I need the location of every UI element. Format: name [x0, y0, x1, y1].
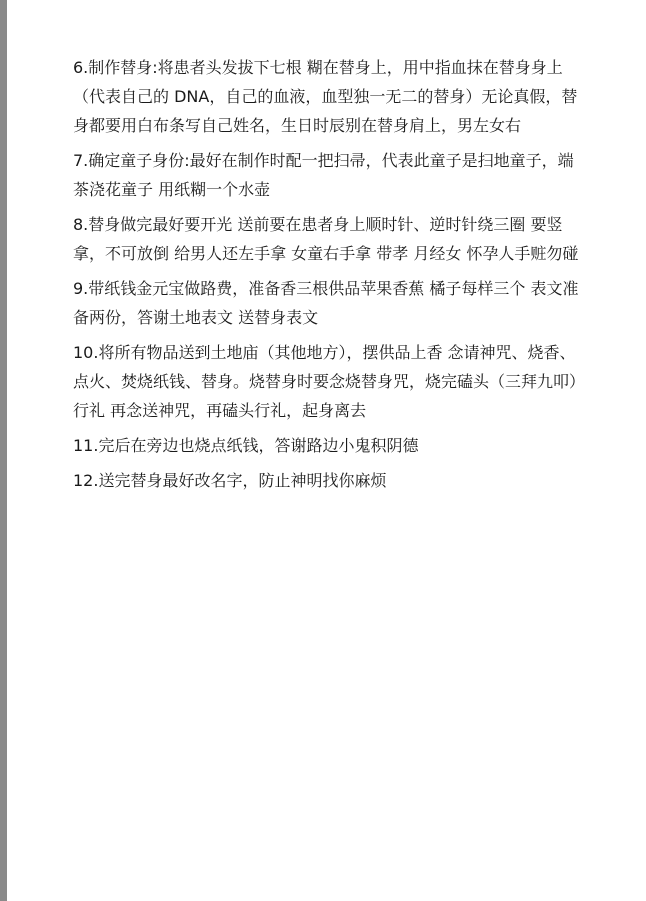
step-12-paragraph: 12.送完替身最好改名字，防止神明找你麻烦	[73, 471, 387, 490]
step-7-paragraph: 7.确定童子身份:最好在制作时配一把扫帚，代表此童子是扫地童子，端茶浇花童子 用纸糊一个水壶	[73, 151, 574, 199]
document-page	[7, 0, 646, 901]
step-6-paragraph: 6.制作替身:将患者头发拔下七根 糊在替身上，用中指血抹在替身身上（代表自己的 DNA，自己的血液，血型独一无二的替身）无论真假，替身都要用白布条写自己姓名，生日时辰别在替身肩上，男左女右	[73, 58, 578, 135]
document-body	[73, 53, 583, 501]
step-9-paragraph: 9.带纸钱金元宝做路费，准备香三根供品苹果香蕉 橘子每样三个 表文准备两份，答谢土地表文 送替身表文	[73, 279, 579, 327]
step-10-paragraph: 10.将所有物品送到土地庙（其他地方），摆供品上香 念请神咒、烧香、点火、焚烧纸钱、替身。烧替身时要念烧替身咒，烧完磕头（三拜九叩）行礼 再念送神咒，再磕头行礼，起身离去	[73, 343, 578, 420]
window-left-edge	[0, 0, 7, 901]
step-11-paragraph: 11.完后在旁边也烧点纸钱，答谢路边小鬼积阴德	[73, 436, 419, 455]
step-8-paragraph: 8.替身做完最好要开光 送前要在患者身上顺时针、逆时针绕三圈 要竖拿，不可放倒 给男人还左手拿 女童右手拿 带孝 月经女 怀孕人手赃勿碰	[73, 215, 579, 263]
